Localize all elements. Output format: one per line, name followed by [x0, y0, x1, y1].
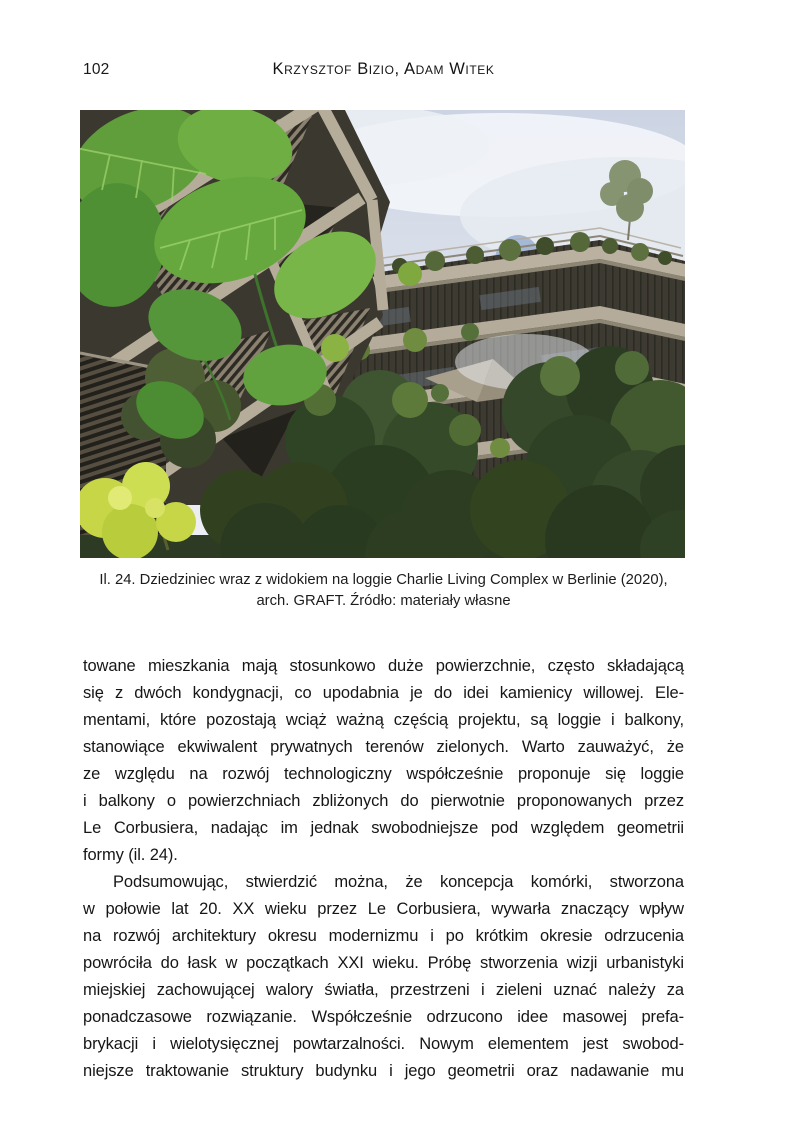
running-header: Krzysztof Bizio, Adam Witek [272, 60, 495, 78]
body-line: ze względu na rozwój technologiczny współcześnie proponuje się loggie [83, 765, 684, 783]
body-line: towane mieszkania mają stosunkowo duże powierzchnie, często składającą [83, 657, 684, 675]
figure-caption [83, 570, 684, 612]
body-line: brykacji i wielotysięcznej powtarzalności. Nowym elementem jest swobod- [83, 1035, 684, 1053]
body-line: i balkony o powierzchniach zbliżonych do pierwotnie proponowanych przez [83, 792, 684, 810]
body-line: się z dwóch kondygnacji, co upodabnia je do idei kamienicy willowej. Ele- [83, 684, 684, 702]
charlie-living-complex-photo-illustration [80, 110, 685, 558]
page-number: 102 [83, 61, 110, 78]
body-line: ponadczasowe rozwiązanie. Współcześnie odrzucono idee masowej prefa- [83, 1008, 684, 1026]
body-line: formy (il. 24). [83, 846, 178, 864]
body-line: powróciła do łask w początkach XXI wieku. Próbę stworzenia wizji urbanistyki [83, 954, 684, 972]
body-line: na rozwój architektury okresu modernizmu i po krótkim okresie odrzucenia [83, 927, 684, 945]
figure-photo [80, 110, 685, 558]
body-text [83, 653, 684, 1085]
body-line: miejskiej zachowującej walory światła, przestrzeni i zieleni uznać należy za [83, 981, 684, 999]
figure-caption-line2: arch. GRAFT. Źródło: materiały własne [256, 593, 511, 609]
figure-caption-line1: Il. 24. Dziedziniec wraz z widokiem na loggie Charlie Living Complex w Berlinie (2020), [99, 572, 668, 588]
body-line: mentami, które pozostają wciąż ważną częścią projektu, są loggie i balkony, [83, 711, 684, 729]
body-line: Podsumowując, stwierdzić można, że koncepcja komórki, stworzona [113, 873, 684, 891]
body-line: niejsze traktowanie struktury budynku i jego geometrii oraz nadawanie mu [83, 1062, 684, 1080]
body-line: w połowie lat 20. XX wieku przez Le Corbusiera, wywarła znaczący wpływ [83, 900, 684, 918]
body-line: Le Corbusiera, nadając im jednak swobodniejsze pod względem geometrii [83, 819, 684, 837]
body-line: stanowiące ekwiwalent prywatnych terenów zielonych. Warto zauważyć, że [83, 738, 684, 756]
